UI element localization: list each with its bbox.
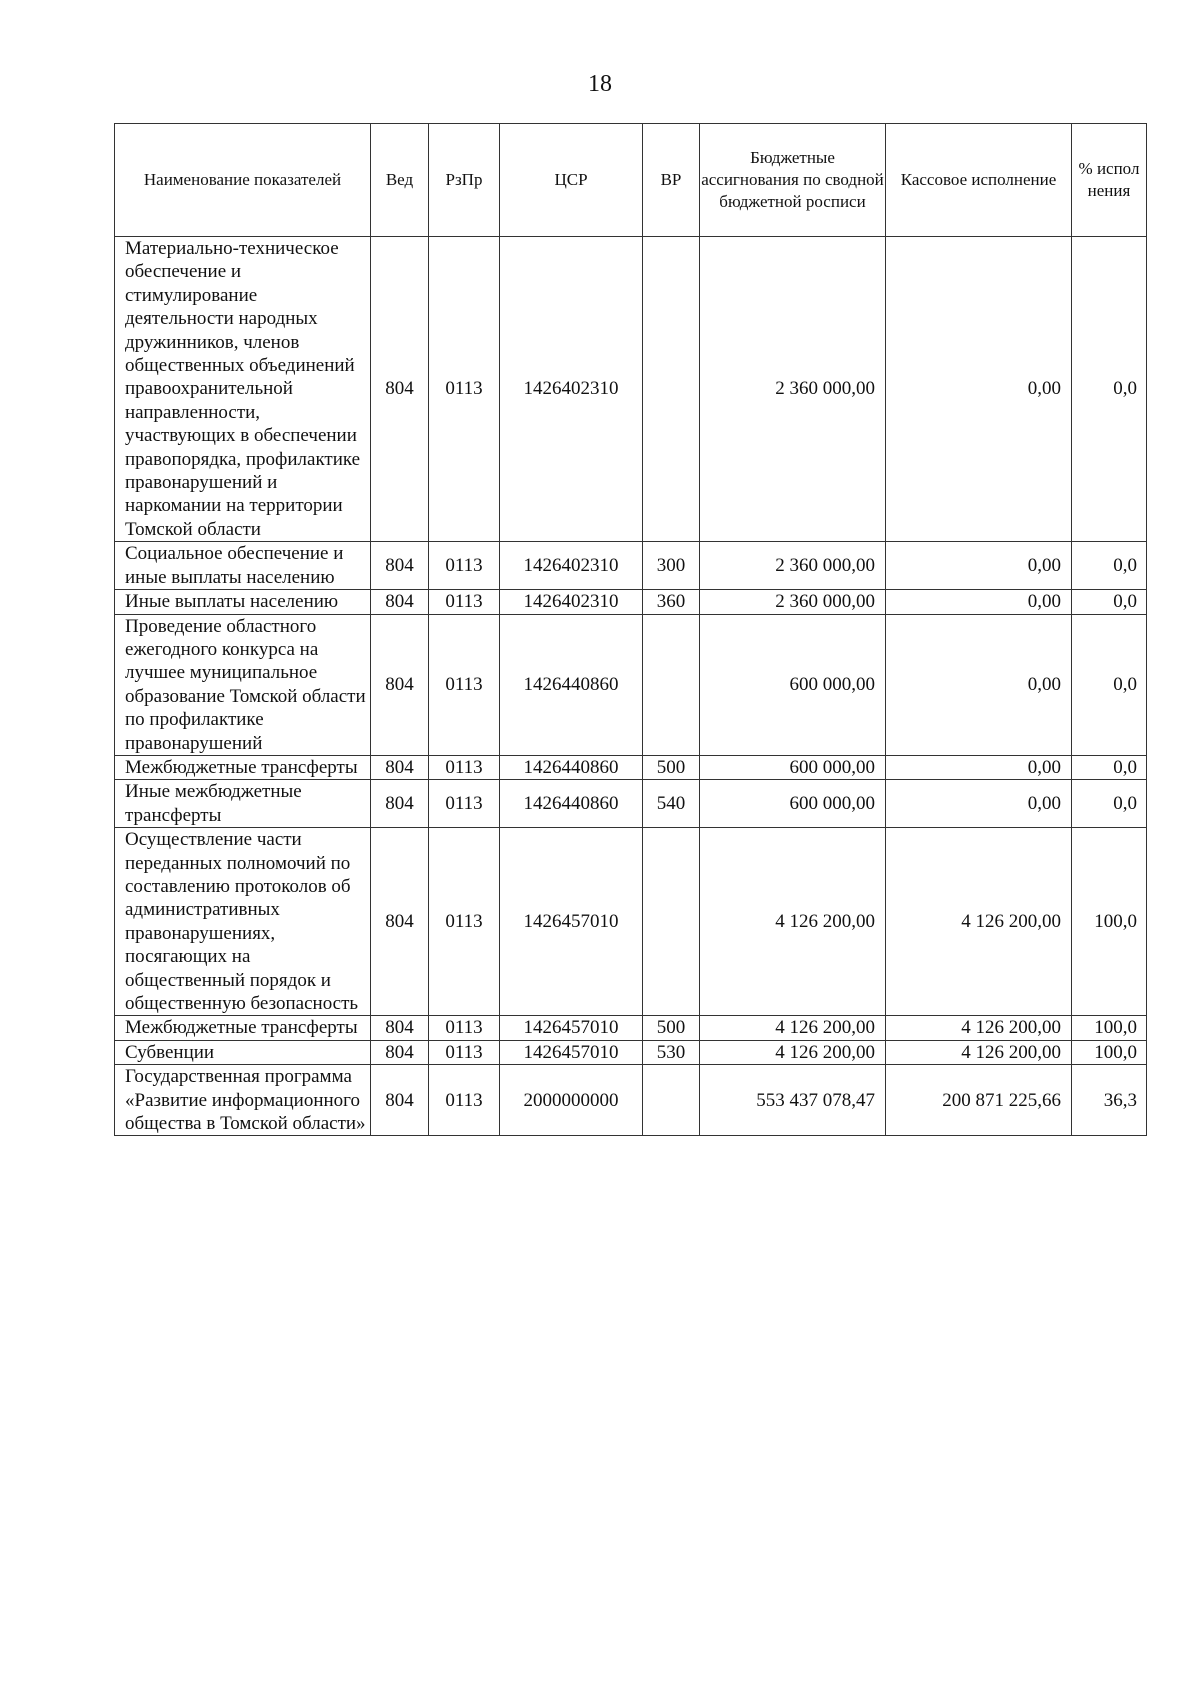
row-ved: 804 bbox=[371, 542, 429, 590]
row-ved: 804 bbox=[371, 1040, 429, 1064]
row-cash-execution: 200 871 225,66 bbox=[886, 1065, 1072, 1136]
row-name: Осуществление части переданных полномочий по составлению протоколов об административных правонарушениях, посягающих на общественный порядок и общественную безопасность bbox=[115, 828, 371, 1016]
row-csr: 1426457010 bbox=[500, 1016, 643, 1040]
header-percent: % испол нения bbox=[1072, 124, 1147, 237]
row-csr: 1426440860 bbox=[500, 780, 643, 828]
row-csr: 1426440860 bbox=[500, 614, 643, 755]
table-row bbox=[115, 542, 1147, 590]
row-cash-execution: 4 126 200,00 bbox=[886, 828, 1072, 1016]
header-cash-execution: Кассовое исполнение bbox=[886, 124, 1072, 237]
row-percent: 36,3 bbox=[1072, 1065, 1147, 1136]
table-row bbox=[115, 1016, 1147, 1040]
row-name: Межбюджетные трансферты bbox=[115, 1016, 371, 1040]
row-cash-execution: 0,00 bbox=[886, 590, 1072, 614]
row-assignments: 553 437 078,47 bbox=[700, 1065, 886, 1136]
header-csr: ЦСР bbox=[500, 124, 643, 237]
row-vr: 300 bbox=[643, 542, 700, 590]
row-cash-execution: 4 126 200,00 bbox=[886, 1016, 1072, 1040]
row-csr: 1426440860 bbox=[500, 755, 643, 779]
table-row bbox=[115, 1040, 1147, 1064]
row-rzpr: 0113 bbox=[429, 1040, 500, 1064]
row-cash-execution: 0,00 bbox=[886, 237, 1072, 542]
row-percent: 0,0 bbox=[1072, 237, 1147, 542]
row-assignments: 4 126 200,00 bbox=[700, 1040, 886, 1064]
row-name: Межбюджетные трансферты bbox=[115, 755, 371, 779]
row-rzpr: 0113 bbox=[429, 1016, 500, 1040]
row-percent: 100,0 bbox=[1072, 828, 1147, 1016]
row-ved: 804 bbox=[371, 614, 429, 755]
row-rzpr: 0113 bbox=[429, 614, 500, 755]
header-assignments: Бюджетные ассигнования по сводной бюджетной росписи bbox=[700, 124, 886, 237]
row-rzpr: 0113 bbox=[429, 780, 500, 828]
row-vr bbox=[643, 614, 700, 755]
row-assignments: 4 126 200,00 bbox=[700, 1016, 886, 1040]
row-csr: 1426402310 bbox=[500, 237, 643, 542]
table-row bbox=[115, 828, 1147, 1016]
row-vr: 530 bbox=[643, 1040, 700, 1064]
row-percent: 100,0 bbox=[1072, 1016, 1147, 1040]
row-csr: 1426457010 bbox=[500, 828, 643, 1016]
row-vr: 500 bbox=[643, 755, 700, 779]
row-csr: 2000000000 bbox=[500, 1065, 643, 1136]
row-assignments: 2 360 000,00 bbox=[700, 590, 886, 614]
row-vr bbox=[643, 1065, 700, 1136]
row-vr bbox=[643, 828, 700, 1016]
row-rzpr: 0113 bbox=[429, 755, 500, 779]
row-rzpr: 0113 bbox=[429, 828, 500, 1016]
row-name: Субвенции bbox=[115, 1040, 371, 1064]
row-vr: 360 bbox=[643, 590, 700, 614]
row-csr: 1426457010 bbox=[500, 1040, 643, 1064]
row-assignments: 4 126 200,00 bbox=[700, 828, 886, 1016]
table-row bbox=[115, 237, 1147, 542]
row-name: Проведение областного ежегодного конкурса на лучшее муниципальное образование Томской области по профилактике правонарушений bbox=[115, 614, 371, 755]
table-row bbox=[115, 590, 1147, 614]
header-name: Наименование показателей bbox=[115, 124, 371, 237]
row-vr bbox=[643, 237, 700, 542]
header-rzpr: РзПр bbox=[429, 124, 500, 237]
row-ved: 804 bbox=[371, 780, 429, 828]
row-cash-execution: 0,00 bbox=[886, 780, 1072, 828]
row-rzpr: 0113 bbox=[429, 590, 500, 614]
row-ved: 804 bbox=[371, 590, 429, 614]
row-assignments: 2 360 000,00 bbox=[700, 237, 886, 542]
row-name: Государственная программа «Развитие информационного общества в Томской области» bbox=[115, 1065, 371, 1136]
table-row bbox=[115, 755, 1147, 779]
header-vr: ВР bbox=[643, 124, 700, 237]
row-percent: 100,0 bbox=[1072, 1040, 1147, 1064]
row-cash-execution: 4 126 200,00 bbox=[886, 1040, 1072, 1064]
row-ved: 804 bbox=[371, 1016, 429, 1040]
row-name: Социальное обеспечение и иные выплаты населению bbox=[115, 542, 371, 590]
row-vr: 500 bbox=[643, 1016, 700, 1040]
table-row bbox=[115, 614, 1147, 755]
row-assignments: 600 000,00 bbox=[700, 755, 886, 779]
row-percent: 0,0 bbox=[1072, 542, 1147, 590]
row-assignments: 600 000,00 bbox=[700, 780, 886, 828]
row-ved: 804 bbox=[371, 1065, 429, 1136]
row-assignments: 600 000,00 bbox=[700, 614, 886, 755]
row-assignments: 2 360 000,00 bbox=[700, 542, 886, 590]
row-percent: 0,0 bbox=[1072, 590, 1147, 614]
row-rzpr: 0113 bbox=[429, 1065, 500, 1136]
row-ved: 804 bbox=[371, 237, 429, 542]
row-cash-execution: 0,00 bbox=[886, 614, 1072, 755]
row-percent: 0,0 bbox=[1072, 614, 1147, 755]
row-name: Иные выплаты населению bbox=[115, 590, 371, 614]
row-rzpr: 0113 bbox=[429, 237, 500, 542]
row-percent: 0,0 bbox=[1072, 780, 1147, 828]
row-csr: 1426402310 bbox=[500, 590, 643, 614]
row-vr: 540 bbox=[643, 780, 700, 828]
row-ved: 804 bbox=[371, 828, 429, 1016]
table-row bbox=[115, 1065, 1147, 1136]
row-csr: 1426402310 bbox=[500, 542, 643, 590]
budget-execution-table bbox=[114, 123, 1147, 1136]
row-name: Материально-техническое обеспечение и стимулирование деятельности народных дружинников, членов общественных объединений правоохранительной направленности, участвующих в обеспечении правопорядка, профилактике правонарушений и наркомании на территории Томской области bbox=[115, 237, 371, 542]
row-name: Иные межбюджетные трансферты bbox=[115, 780, 371, 828]
page-number: 18 bbox=[588, 71, 612, 97]
row-cash-execution: 0,00 bbox=[886, 755, 1072, 779]
header-ved: Вед bbox=[371, 124, 429, 237]
table-row bbox=[115, 780, 1147, 828]
table-header-row bbox=[115, 124, 1147, 237]
row-percent: 0,0 bbox=[1072, 755, 1147, 779]
row-cash-execution: 0,00 bbox=[886, 542, 1072, 590]
row-rzpr: 0113 bbox=[429, 542, 500, 590]
row-ved: 804 bbox=[371, 755, 429, 779]
